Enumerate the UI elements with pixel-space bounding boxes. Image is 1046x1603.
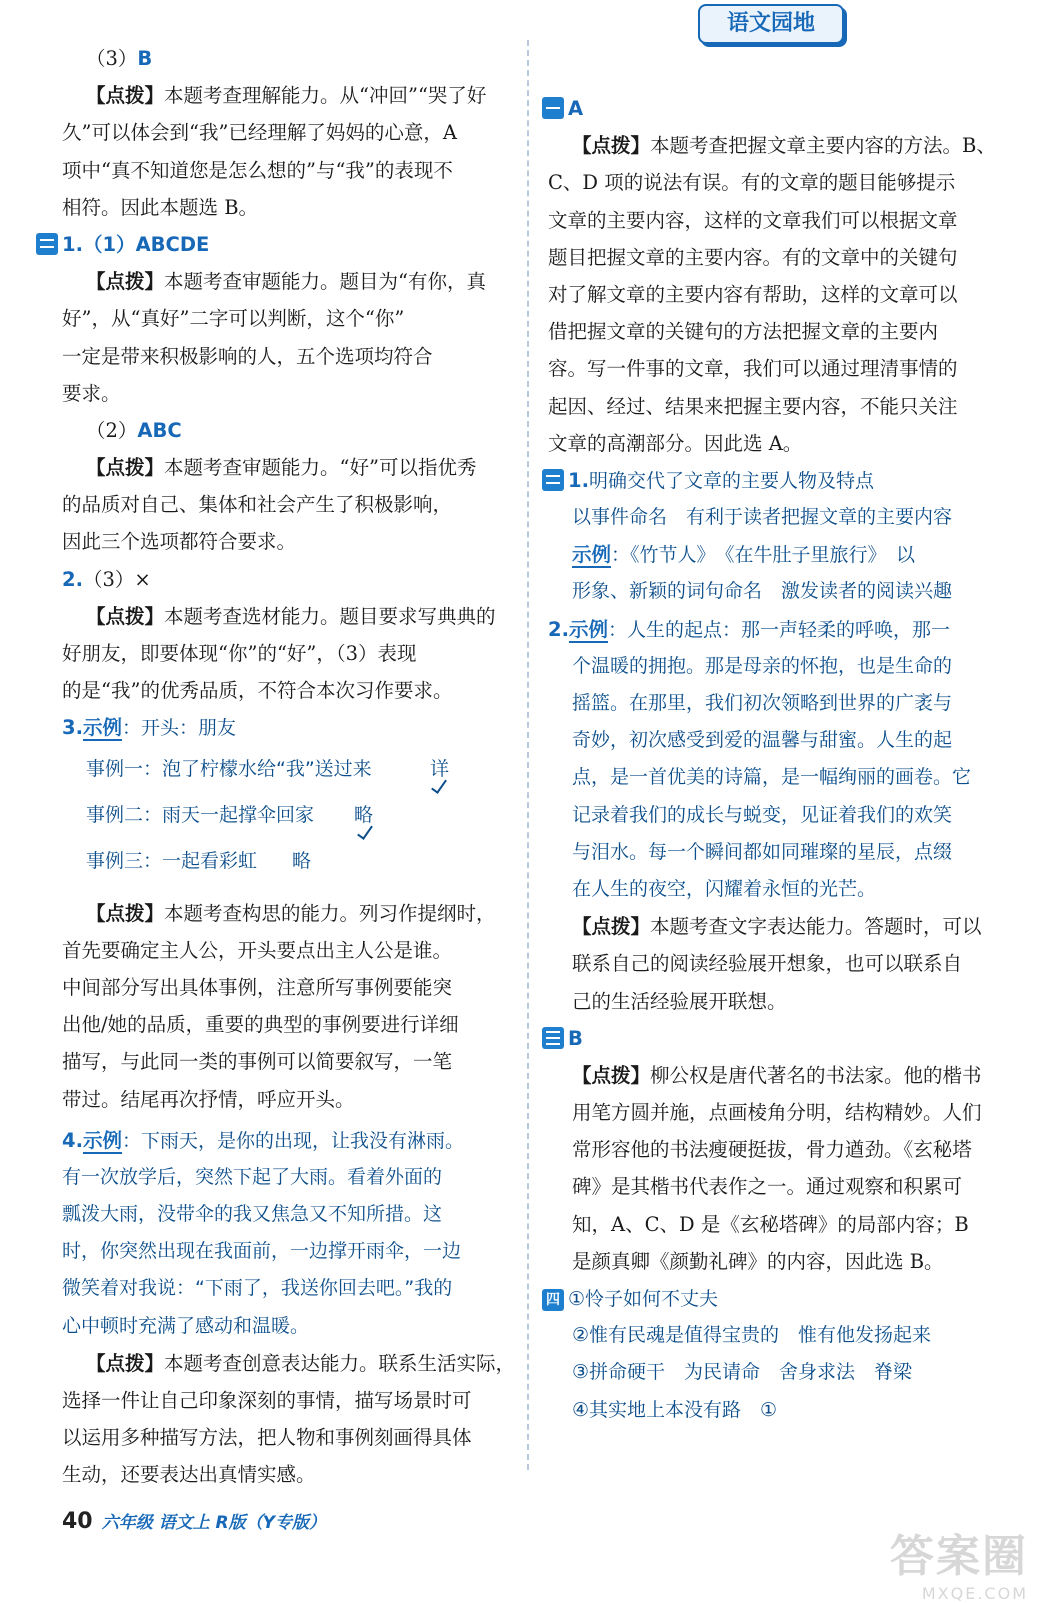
text-line: 因此三个选项都符合要求。 [62,530,297,554]
text-line: 好朋友，即要体现“你”的“好”，（3）表现 [62,642,417,665]
book-brand: 六年级 语文上 R版（Y专版） [101,1513,326,1533]
answer: B [137,47,153,70]
handwritten-answer: ：《竹节人》 《在牛肚子里旅行》 以 [611,544,916,567]
handwritten-answer: 事例一：泡了柠檬水给“我”送过来 [86,757,372,780]
text-line: 是颜真卿《颜勤礼碑》的内容，因此选 B。 [572,1249,944,1273]
text-line: 借把握文章的关键句的方法把握文章的主要内 [548,320,939,344]
text-line: 久”可以体会到“我”已经理解了妈妈的心意，A [62,121,457,145]
text-line: 起因、经过、结果来把握主要内容，不能只关注 [548,394,958,418]
hint-tag: 【点拨】 [572,134,651,158]
example-label: 示例 [568,617,608,641]
handwritten-line: 以事件命名 有利于读者把握文章的主要内容 [572,506,953,529]
answer: ABCDE [135,232,210,256]
q-number: 3. [62,716,83,740]
text: 本题考查创意表达能力。联系生活实际， [164,1351,516,1375]
text-line: 好”，从“真好”二字可以判断，这个“你” [62,307,405,331]
hint-tag: 【点拨】 [86,84,165,108]
left-column [62,40,522,1494]
handwritten-line: ④其实地上本没有路 ① [572,1398,778,1421]
handwritten-answer: 事例二：雨天一起撑伞回家 [86,803,315,826]
text-line: 碑》是其楷书代表作之一。通过观察和积累可 [572,1175,963,1199]
text: 本题考查理解能力。从“冲回”“哭了好 [164,84,487,108]
right-column [548,0,1002,1429]
text-line: 己的生活经验展开联想。 [572,989,787,1013]
detail-mark: 详 [430,757,450,780]
text-line: 描写，与此同一类的事例可以简要叙写，一笔 [62,1050,453,1074]
text-line: 相符。因此本题选 B。 [62,195,259,219]
text-line: C、D 项的说法有误。有的文章的题目能够提示 [548,171,956,195]
handwritten-line: ③拼命硬干 为民请命 舍身求法 脊梁 [572,1361,913,1384]
handwritten-line: 有一次放学后，突然下起了大雨。看着外面的 [62,1165,443,1188]
handwritten-line: 奇妙，初次感受到爱的温馨与甜蜜。人生的起 [572,729,953,752]
handwritten-answer: ：开头：朋友 [122,717,237,740]
text: 柳公权是唐代著名的书法家。他的楷书 [650,1063,982,1087]
q-2-answer [548,611,1002,648]
handwritten-line: 摇篮。在那里，我们初次领略到世界的广袤与 [572,692,953,714]
text-line: 项中“真不知道您是怎么想的”与“我”的表现不 [62,158,453,182]
text: 本题考查文字表达能力。答题时，可以 [650,915,982,939]
q-number: 1. [568,468,589,492]
q-3-answer [62,40,522,77]
sub-number: （3） [86,47,138,70]
text-line: 选择一件让自己印象深刻的事情，描写场景时可 [62,1389,472,1412]
text-line: 一定是带来积极影响的人，五个选项均符合 [62,344,433,368]
section-4-header [542,1280,1002,1317]
text-line: 联系自己的阅读经验展开想象，也可以联系自 [572,952,963,976]
handwritten-line: 瓢泼大雨，没带伞的我又焦急又不知所措。这 [62,1203,443,1226]
page-footer [62,1508,326,1534]
handwritten-line: 个温暖的拥抱。那是母亲的怀抱，也是生命的 [572,654,953,677]
example-label: 示例 [82,1128,122,1152]
explain-1 [62,77,522,114]
hint-tag: 【点拨】 [86,1351,165,1375]
text-line: 中间部分写出具体事例，注意所写事例要能突 [62,975,453,999]
handwritten-line: 微笑着对我说：“下雨了，我送你回去吧。”我的 [62,1277,453,1300]
handwritten-line: 与泪水。每一个瞬间都如同璀璨的星辰，点缀 [572,840,953,863]
text-line: 出他/她的品质，重要的典型的事例要进行详细 [62,1013,459,1037]
q-number: 4. [62,1128,83,1152]
text-line: 文章的高潮部分。因此选 A。 [548,431,803,455]
sub-number: （1） [82,232,136,256]
hint-tag: 【点拨】 [86,604,165,628]
handwritten-line: 点，是一首优美的诗篇，是一幅绚丽的画卷。它 [572,766,972,789]
section-three-icon [542,1027,564,1049]
explain-2 [62,263,522,300]
text: 本题考查审题能力。“好”可以指优秀 [164,456,477,480]
q-number: 2. [548,617,569,641]
section-title: 语文园地 [698,4,844,44]
handwritten-line: 形象、新颖的词句命名 激发读者的阅读兴趣 [572,580,953,603]
text-line: 的品质对自己、集体和社会产生了积极影响， [62,493,453,517]
answer: ABC [137,418,182,442]
section-2-header [542,462,1002,499]
handwritten-answer: ：人生的起点：那一声轻柔的呼唤，那一 [608,618,951,641]
answer: B [568,1026,583,1050]
explain-6 [62,1345,522,1382]
text: 本题考查选材能力。题目要求写典典的 [164,604,496,628]
section-1-header [542,90,1002,127]
r-explain-1 [548,127,1002,164]
text: 本题考查审题能力。题目为“有你，真 [164,270,486,294]
text-line: 用笔方圆并施，点画棱角分明，结构精妙。人们 [572,1101,982,1125]
answer: （3）× [82,567,151,591]
text: 本题考查把握文章主要内容的方法。B、 [650,134,996,158]
section-two-icon [36,233,58,255]
section-two-icon [542,469,564,491]
handwritten-answer: 明确交代了文章的主要人物及特点 [588,469,874,492]
section-one-icon [542,97,564,119]
hint-tag: 【点拨】 [86,901,165,925]
section-four-icon: 四 [542,1289,564,1311]
text-line: 首先要确定主人公，开头要点出主人公是谁。 [62,938,453,962]
text-line: 常形容他的书法瘦硬挺拔，骨力遒劲。《玄秘塔 [572,1138,972,1162]
text-line: 的是“我”的优秀品质，不符合本次习作要求。 [62,679,453,703]
example-row-3 [62,839,522,895]
handwritten-answer: 事例三：一起看彩虹 [86,849,258,872]
section-3-header [542,1020,1002,1057]
text: 本题考查构思的能力。列习作提纲时， [164,901,496,925]
example-label: 示例 [82,716,122,740]
q-number: 2. [62,567,83,591]
watermark [890,1520,1028,1603]
watermark-logo: 答案圈 [890,1531,1028,1582]
q-2-answer [62,561,522,598]
q-3-outline [62,709,522,746]
sub-number: （2） [86,418,138,442]
r-explain-2 [548,908,1002,945]
example-row-1 [62,747,522,793]
hint-tag: 【点拨】 [86,456,165,480]
answer: A [568,97,584,120]
text-line: 容。写一件事的文章，我们可以通过理清事情的 [548,357,958,381]
hint-tag: 【点拨】 [86,270,165,294]
text-line: 知，A、C、D 是《玄秘塔碑》的局部内容；B [572,1212,969,1236]
handwritten-line: 记录着我们的成长与蜕变，见证着我们的欢笑 [572,803,953,826]
text-line: 要求。 [62,381,121,405]
explain-4 [62,598,522,635]
text-line: 带过。结尾再次抒情，呼应开头。 [62,1087,355,1111]
handwritten-line: ②惟有民魂是值得宝贵的 惟有他发扬起来 [572,1324,932,1347]
hint-tag: 【点拨】 [572,915,651,939]
handwritten-line: 时，你突然出现在我面前，一边撑开雨伞，一边 [62,1240,462,1263]
text-line: 文章的主要内容，这样的文章我们可以根据文章 [548,208,958,232]
handwritten-answer: ①怜子如何不丈夫 [568,1288,719,1310]
example-row-2 [62,793,522,839]
section-2-header [36,226,522,263]
handwritten-line: 在人生的夜空，闪耀着永恒的光芒。 [572,877,877,900]
example-line [548,536,1002,573]
example-label: 示例 [572,543,612,567]
explain-5 [62,895,522,932]
explain-3 [62,449,522,486]
text-line: 以运用多种描写方法，把人物和事例刻画得具体 [62,1426,472,1450]
text-line: 对了解文章的主要内容有帮助，这样的文章可以 [548,282,958,306]
column-divider [527,40,529,1470]
r-explain-3 [548,1057,1002,1094]
q-4-answer [62,1122,522,1159]
text-line: 生动，还要表达出真情实感。 [62,1463,316,1487]
brief-mark: 略 [354,803,374,826]
page-number: 40 [62,1509,93,1534]
q-number: 1. [62,232,83,256]
q-1-2-answer [62,412,522,449]
brief-mark: 略 [292,849,312,872]
handwritten-answer: ：下雨天，是你的出现，让我没有淋雨。 [122,1129,465,1152]
text-line: 题目把握文章的主要内容。有的文章中的关键句 [548,245,958,269]
hint-tag: 【点拨】 [572,1063,651,1087]
handwritten-line: 心中顿时充满了感动和温暖。 [62,1314,310,1337]
watermark-url: MXQE.COM [921,1584,1028,1603]
